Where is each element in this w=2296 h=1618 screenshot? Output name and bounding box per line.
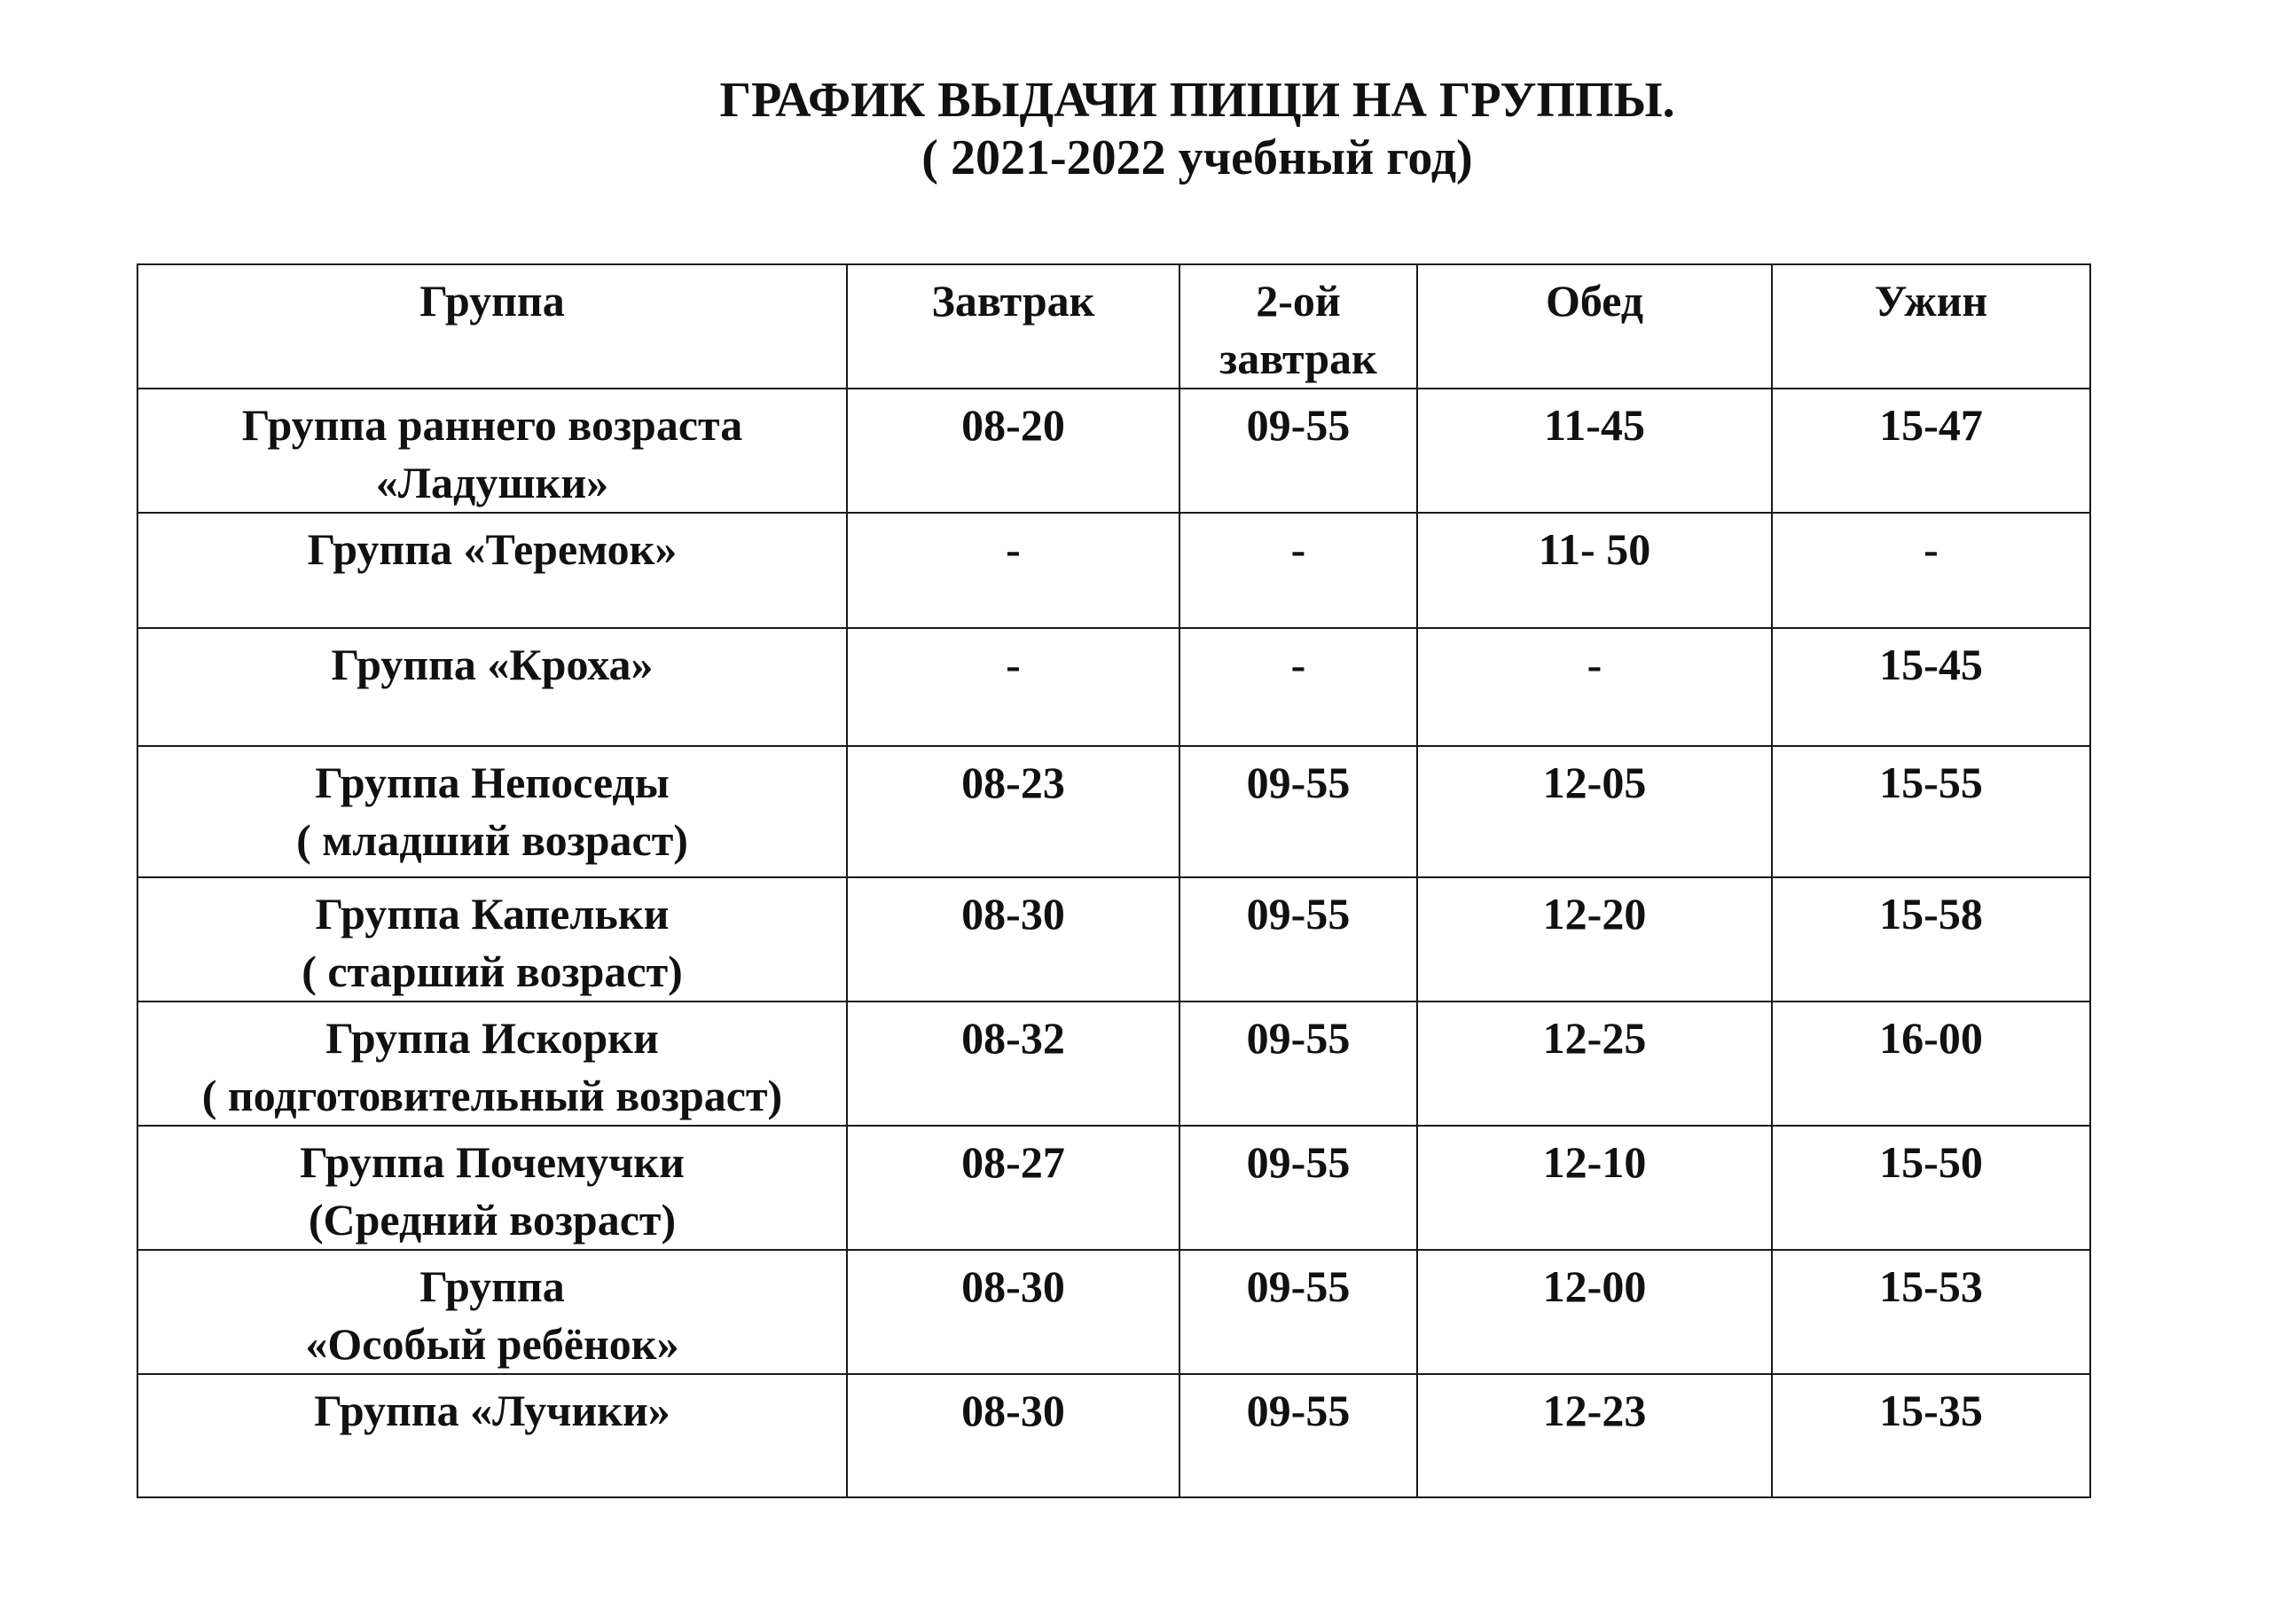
- table-row: [137, 628, 2090, 746]
- table-row: [137, 1001, 2090, 1126]
- second-breakfast-cell: -: [1179, 628, 1417, 746]
- breakfast-cell: -: [847, 628, 1179, 746]
- group-name-cell: Группа «Лучики»: [137, 1374, 847, 1497]
- table-row: [137, 1126, 2090, 1250]
- header-second-breakfast: 2-ой завтрак: [1179, 264, 1417, 389]
- second-breakfast-cell: 09-55: [1179, 877, 1417, 1001]
- dinner-cell: 15-45: [1772, 628, 2090, 746]
- dinner-cell: 15-50: [1772, 1126, 2090, 1250]
- lunch-cell: 11- 50: [1417, 513, 1772, 628]
- breakfast-cell: 08-23: [847, 746, 1179, 877]
- table-row: [137, 746, 2090, 877]
- second-breakfast-cell: -: [1179, 513, 1417, 628]
- dinner-cell: 15-55: [1772, 746, 2090, 877]
- second-breakfast-cell: 09-55: [1179, 1250, 1417, 1374]
- dinner-cell: -: [1772, 513, 2090, 628]
- header-lunch: Обед: [1417, 264, 1772, 389]
- table-row: [137, 1374, 2090, 1497]
- lunch-cell: 12-10: [1417, 1126, 1772, 1250]
- dinner-cell: 16-00: [1772, 1001, 2090, 1126]
- lunch-cell: 12-25: [1417, 1001, 1772, 1126]
- breakfast-cell: 08-32: [847, 1001, 1179, 1126]
- breakfast-cell: -: [847, 513, 1179, 628]
- dinner-cell: 15-47: [1772, 389, 2090, 513]
- document-subtitle: ( 2021-2022 учебный год): [921, 130, 1473, 185]
- second-breakfast-cell: 09-55: [1179, 389, 1417, 513]
- header-breakfast: Завтрак: [847, 264, 1179, 389]
- breakfast-cell: 08-20: [847, 389, 1179, 513]
- header-dinner: Ужин: [1772, 264, 2090, 389]
- dinner-cell: 15-53: [1772, 1250, 2090, 1374]
- table-row: [137, 1250, 2090, 1374]
- lunch-cell: 12-00: [1417, 1250, 1772, 1374]
- group-name-cell: Группа Непоседы ( младший возраст): [137, 746, 847, 877]
- group-name-cell: Группа Искорки ( подготовительный возраст): [137, 1001, 847, 1126]
- lunch-cell: 12-05: [1417, 746, 1772, 877]
- meal-schedule-table: [137, 263, 2091, 1498]
- dinner-cell: 15-35: [1772, 1374, 2090, 1497]
- second-breakfast-cell: 09-55: [1179, 1126, 1417, 1250]
- second-breakfast-cell: 09-55: [1179, 1374, 1417, 1497]
- lunch-cell: 11-45: [1417, 389, 1772, 513]
- second-breakfast-cell: 09-55: [1179, 746, 1417, 877]
- second-breakfast-cell: 09-55: [1179, 1001, 1417, 1126]
- header-group: Группа: [137, 264, 847, 389]
- group-name-cell: Группа раннего возраста «Ладушки»: [137, 389, 847, 513]
- group-name-cell: Группа «Кроха»: [137, 628, 847, 746]
- table-row: [137, 389, 2090, 513]
- document-title: ГРАФИК ВЫДАЧИ ПИЩИ НА ГРУППЫ.: [719, 73, 1675, 128]
- group-name-cell: Группа «Теремок»: [137, 513, 847, 628]
- table-row: [137, 513, 2090, 628]
- group-name-cell: Группа Почемучки (Средний возраст): [137, 1126, 847, 1250]
- breakfast-cell: 08-27: [847, 1126, 1179, 1250]
- table-header-row: [137, 264, 2090, 389]
- breakfast-cell: 08-30: [847, 1250, 1179, 1374]
- breakfast-cell: 08-30: [847, 877, 1179, 1001]
- lunch-cell: 12-20: [1417, 877, 1772, 1001]
- dinner-cell: 15-58: [1772, 877, 2090, 1001]
- lunch-cell: -: [1417, 628, 1772, 746]
- table-row: [137, 877, 2090, 1001]
- breakfast-cell: 08-30: [847, 1374, 1179, 1497]
- lunch-cell: 12-23: [1417, 1374, 1772, 1497]
- group-name-cell: Группа Капельки ( старший возраст): [137, 877, 847, 1001]
- group-name-cell: Группа «Особый ребёнок»: [137, 1250, 847, 1374]
